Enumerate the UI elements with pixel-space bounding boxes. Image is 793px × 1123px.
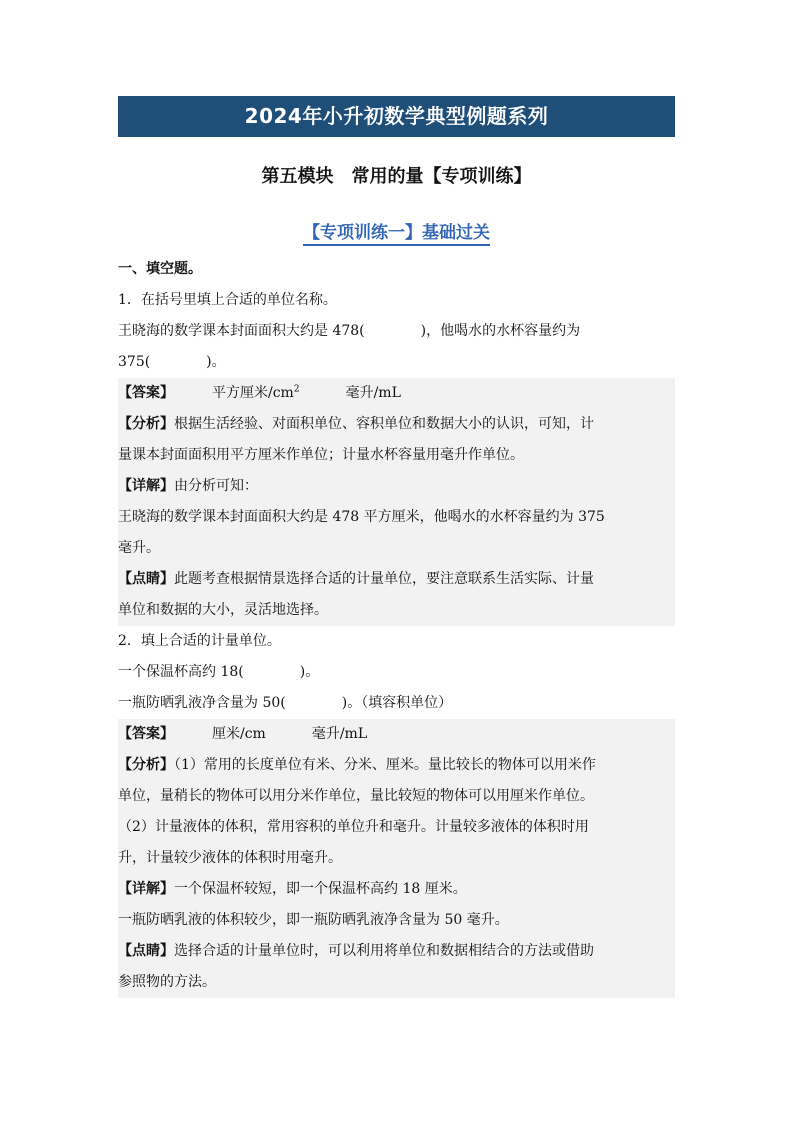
q2-point-text-1: 选择合适的计量单位时，可以利用将单位和数据相结合的方法或借助 — [174, 943, 594, 959]
q2-analysis-4: 升，计量较少液体的体积时用毫升。 — [118, 843, 675, 874]
q1-line1: 王晓海的数学课本封面面积大约是 478( )，他喝水的水杯容量约为 — [118, 323, 581, 339]
q1-analysis-text-1: 根据生活经验、对面积单位、容积单位和数据大小的认识，可知，计 — [174, 416, 594, 432]
q1-detail-3: 毫升。 — [118, 533, 675, 564]
q1-line2: 375( )。 — [118, 354, 226, 370]
document-content — [118, 254, 675, 998]
detail-label: 【详解】 — [118, 478, 174, 494]
q2-detail-2: 一瓶防晒乳液的体积较少，即一瓶防晒乳液净含量为 50 毫升。 — [118, 905, 675, 936]
q1-answer-a: 平方厘米/cm — [212, 385, 294, 401]
q2-answer-a: 厘米/cm — [212, 726, 266, 742]
q2-answer-b: 毫升/mL — [311, 726, 368, 742]
q2-analysis-1 — [118, 750, 675, 781]
point-label: 【点睛】 — [118, 943, 174, 959]
q1-detail-1 — [118, 471, 675, 502]
q2-line2: 一瓶防晒乳液净含量为 50( )。（填容积单位） — [118, 695, 453, 711]
q1-point-text-1: 此题考查根据情景选择合适的计量单位，要注意联系生活实际、计量 — [174, 571, 594, 587]
q1-answer-b: 毫升/mL — [345, 385, 401, 401]
section-title — [118, 218, 675, 243]
q2-detail-1 — [118, 874, 675, 905]
analysis-label: 【分析】 — [118, 416, 174, 432]
section-title-text: 【专项训练一】基础过关 — [303, 223, 490, 246]
q1-answer-a-sup: 2 — [293, 384, 300, 395]
q2-answer — [118, 719, 675, 750]
q1-point-1 — [118, 564, 675, 595]
point-label: 【点睛】 — [118, 571, 174, 587]
q2-point-2: 参照物的方法。 — [118, 967, 675, 998]
q2-analysis-text-1: （1）常用的长度单位有米、分米、厘米。量比较长的物体可以用米作 — [174, 757, 596, 773]
q2-detail-text-1: 一个保温杯较短，即一个保温杯高约 18 厘米。 — [174, 881, 467, 897]
q2-point-1 — [118, 936, 675, 967]
detail-label: 【详解】 — [118, 881, 174, 897]
part-heading: 一、填空题。 — [118, 261, 202, 277]
answer-label: 【答案】 — [118, 726, 174, 742]
q1-detail-2: 王晓海的数学课本封面面积大约是 478 平方厘米，他喝水的水杯容量约为 375 — [118, 502, 675, 533]
analysis-label: 【分析】 — [118, 757, 174, 773]
q1-answer — [118, 378, 675, 409]
q1-point-2: 单位和数据的大小，灵活地选择。 — [118, 595, 675, 626]
q2-line1: 一个保温杯高约 18( )。 — [118, 664, 320, 680]
q1-stem: 1．在括号里填上合适的单位名称。 — [118, 292, 337, 308]
q1-analysis-1 — [118, 409, 675, 440]
q2-analysis-2: 单位，量稍长的物体可以用分米作单位，量比较短的物体可以用厘米作单位。 — [118, 781, 675, 812]
q2-stem: 2．填上合适的计量单位。 — [118, 633, 281, 649]
q2-analysis-3: （2）计量液体的体积，常用容积的单位升和毫升。计量较多液体的体积时用 — [118, 812, 675, 843]
module-title: 第五模块 常用的量【专项训练】 — [261, 166, 532, 187]
series-banner: 2024年小升初数学典型例题系列 — [118, 96, 675, 137]
q1-analysis-2: 量课本封面面积用平方厘米作单位；计量水杯容量用毫升作单位。 — [118, 440, 675, 471]
q1-detail-text-1: 由分析可知： — [174, 478, 258, 494]
answer-label: 【答案】 — [118, 385, 174, 401]
